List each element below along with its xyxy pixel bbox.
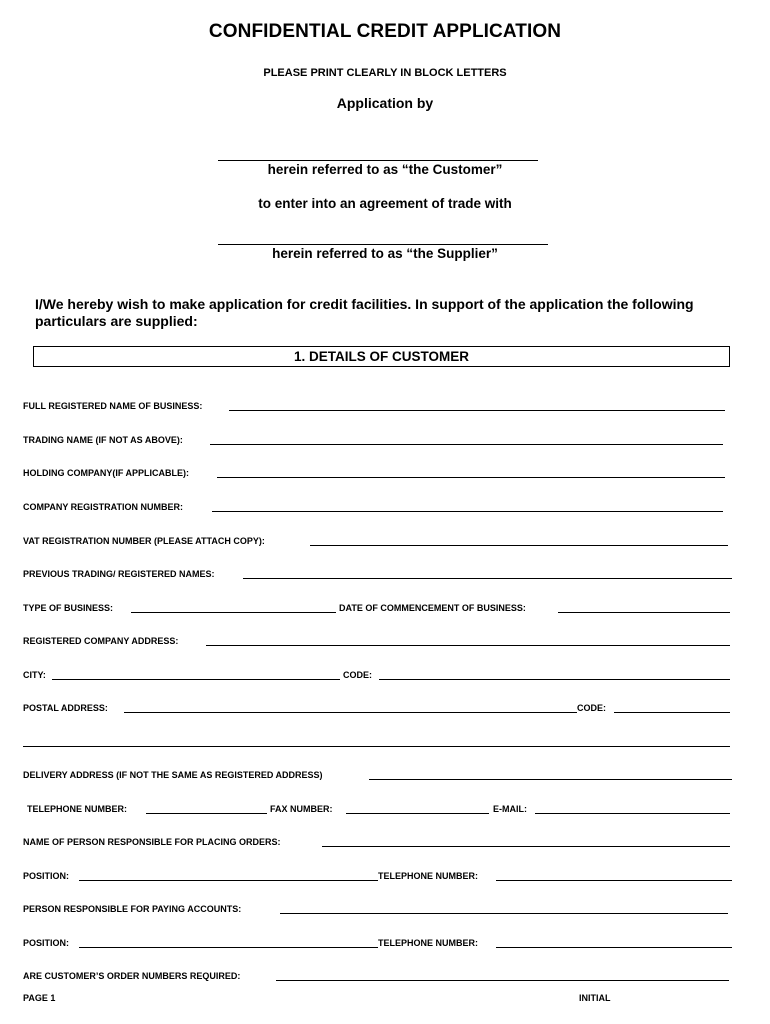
print-instruction: PLEASE PRINT CLEARLY IN BLOCK LETTERS (263, 67, 507, 79)
trading-name-label: TRADING NAME (IF NOT AS ABOVE): (23, 435, 183, 445)
telephone-1-field[interactable] (496, 880, 732, 881)
postal-code-field[interactable] (614, 712, 730, 713)
agreement-text: to enter into an agreement of trade with (258, 196, 512, 211)
order-numbers-field[interactable] (276, 980, 729, 981)
telephone-2-label: TELEPHONE NUMBER: (378, 938, 479, 948)
email-label: E-MAIL: (493, 804, 527, 814)
postal-address-continuation-field[interactable] (23, 746, 730, 747)
city-label: CITY: (23, 670, 46, 680)
holding-company-label: HOLDING COMPANY(IF APPLICABLE): (23, 468, 189, 478)
trading-name-field[interactable] (210, 444, 723, 445)
date-commencement-label: DATE OF COMMENCEMENT OF BUSINESS: (339, 603, 526, 613)
supplier-name-line[interactable] (218, 244, 548, 245)
page-number: PAGE 1 (23, 993, 56, 1003)
customer-reference-text: herein referred to as “the Customer” (267, 162, 503, 177)
position-2-label: POSITION: (23, 938, 70, 948)
previous-names-field[interactable] (243, 578, 732, 579)
supplier-reference-text: herein referred to as “the Supplier” (272, 246, 498, 261)
position-1-field[interactable] (79, 880, 378, 881)
city-code-label: CODE: (343, 670, 372, 680)
full-name-field[interactable] (229, 410, 725, 411)
full-name-label: FULL REGISTERED NAME OF BUSINESS: (23, 401, 203, 411)
telephone-1-label: TELEPHONE NUMBER: (378, 871, 479, 881)
fax-field[interactable] (346, 813, 489, 814)
type-of-business-label: TYPE OF BUSINESS: (23, 603, 114, 613)
email-field[interactable] (535, 813, 730, 814)
telephone-field[interactable] (146, 813, 267, 814)
company-registration-field[interactable] (212, 511, 723, 512)
vat-registration-label: VAT REGISTRATION NUMBER (PLEASE ATTACH COPY): (23, 536, 265, 546)
accounts-person-field[interactable] (280, 913, 728, 914)
order-numbers-label: ARE CUSTOMER’S ORDER NUMBERS REQUIRED: (23, 971, 241, 981)
position-2-field[interactable] (79, 947, 378, 948)
accounts-person-label: PERSON RESPONSIBLE FOR PAYING ACCOUNTS: (23, 904, 242, 914)
type-of-business-field[interactable] (131, 612, 336, 613)
city-code-field[interactable] (379, 679, 730, 680)
holding-company-field[interactable] (217, 477, 725, 478)
delivery-address-label: DELIVERY ADDRESS (IF NOT THE SAME AS REGISTERED ADDRESS) (23, 770, 323, 780)
city-field[interactable] (52, 679, 340, 680)
vat-registration-field[interactable] (310, 545, 728, 546)
telephone-2-field[interactable] (496, 947, 732, 948)
postal-address-field[interactable] (124, 712, 577, 713)
postal-address-label: POSTAL ADDRESS: (23, 703, 108, 713)
intro-paragraph: I/We hereby wish to make application for credit facilities. In support of the application the following particulars are supplied: (35, 296, 694, 329)
page-title: CONFIDENTIAL CREDIT APPLICATION (208, 21, 562, 42)
previous-names-label: PREVIOUS TRADING/ REGISTERED NAMES: (23, 569, 215, 579)
registered-address-field[interactable] (206, 645, 730, 646)
customer-name-line[interactable] (218, 160, 538, 161)
orders-person-label: NAME OF PERSON RESPONSIBLE FOR PLACING ORDERS: (23, 837, 281, 847)
initial-label: INITIAL (579, 993, 611, 1003)
section-heading: 1. DETAILS OF CUSTOMER (33, 346, 730, 367)
position-1-label: POSITION: (23, 871, 70, 881)
registered-address-label: REGISTERED COMPANY ADDRESS: (23, 636, 179, 646)
postal-code-label: CODE: (577, 703, 606, 713)
application-by-label: Application by (336, 95, 434, 111)
telephone-label: TELEPHONE NUMBER: (27, 804, 128, 814)
delivery-address-field[interactable] (369, 779, 732, 780)
company-registration-label: COMPANY REGISTRATION NUMBER: (23, 502, 184, 512)
date-commencement-field[interactable] (558, 612, 730, 613)
orders-person-field[interactable] (322, 846, 730, 847)
fax-label: FAX NUMBER: (270, 804, 333, 814)
